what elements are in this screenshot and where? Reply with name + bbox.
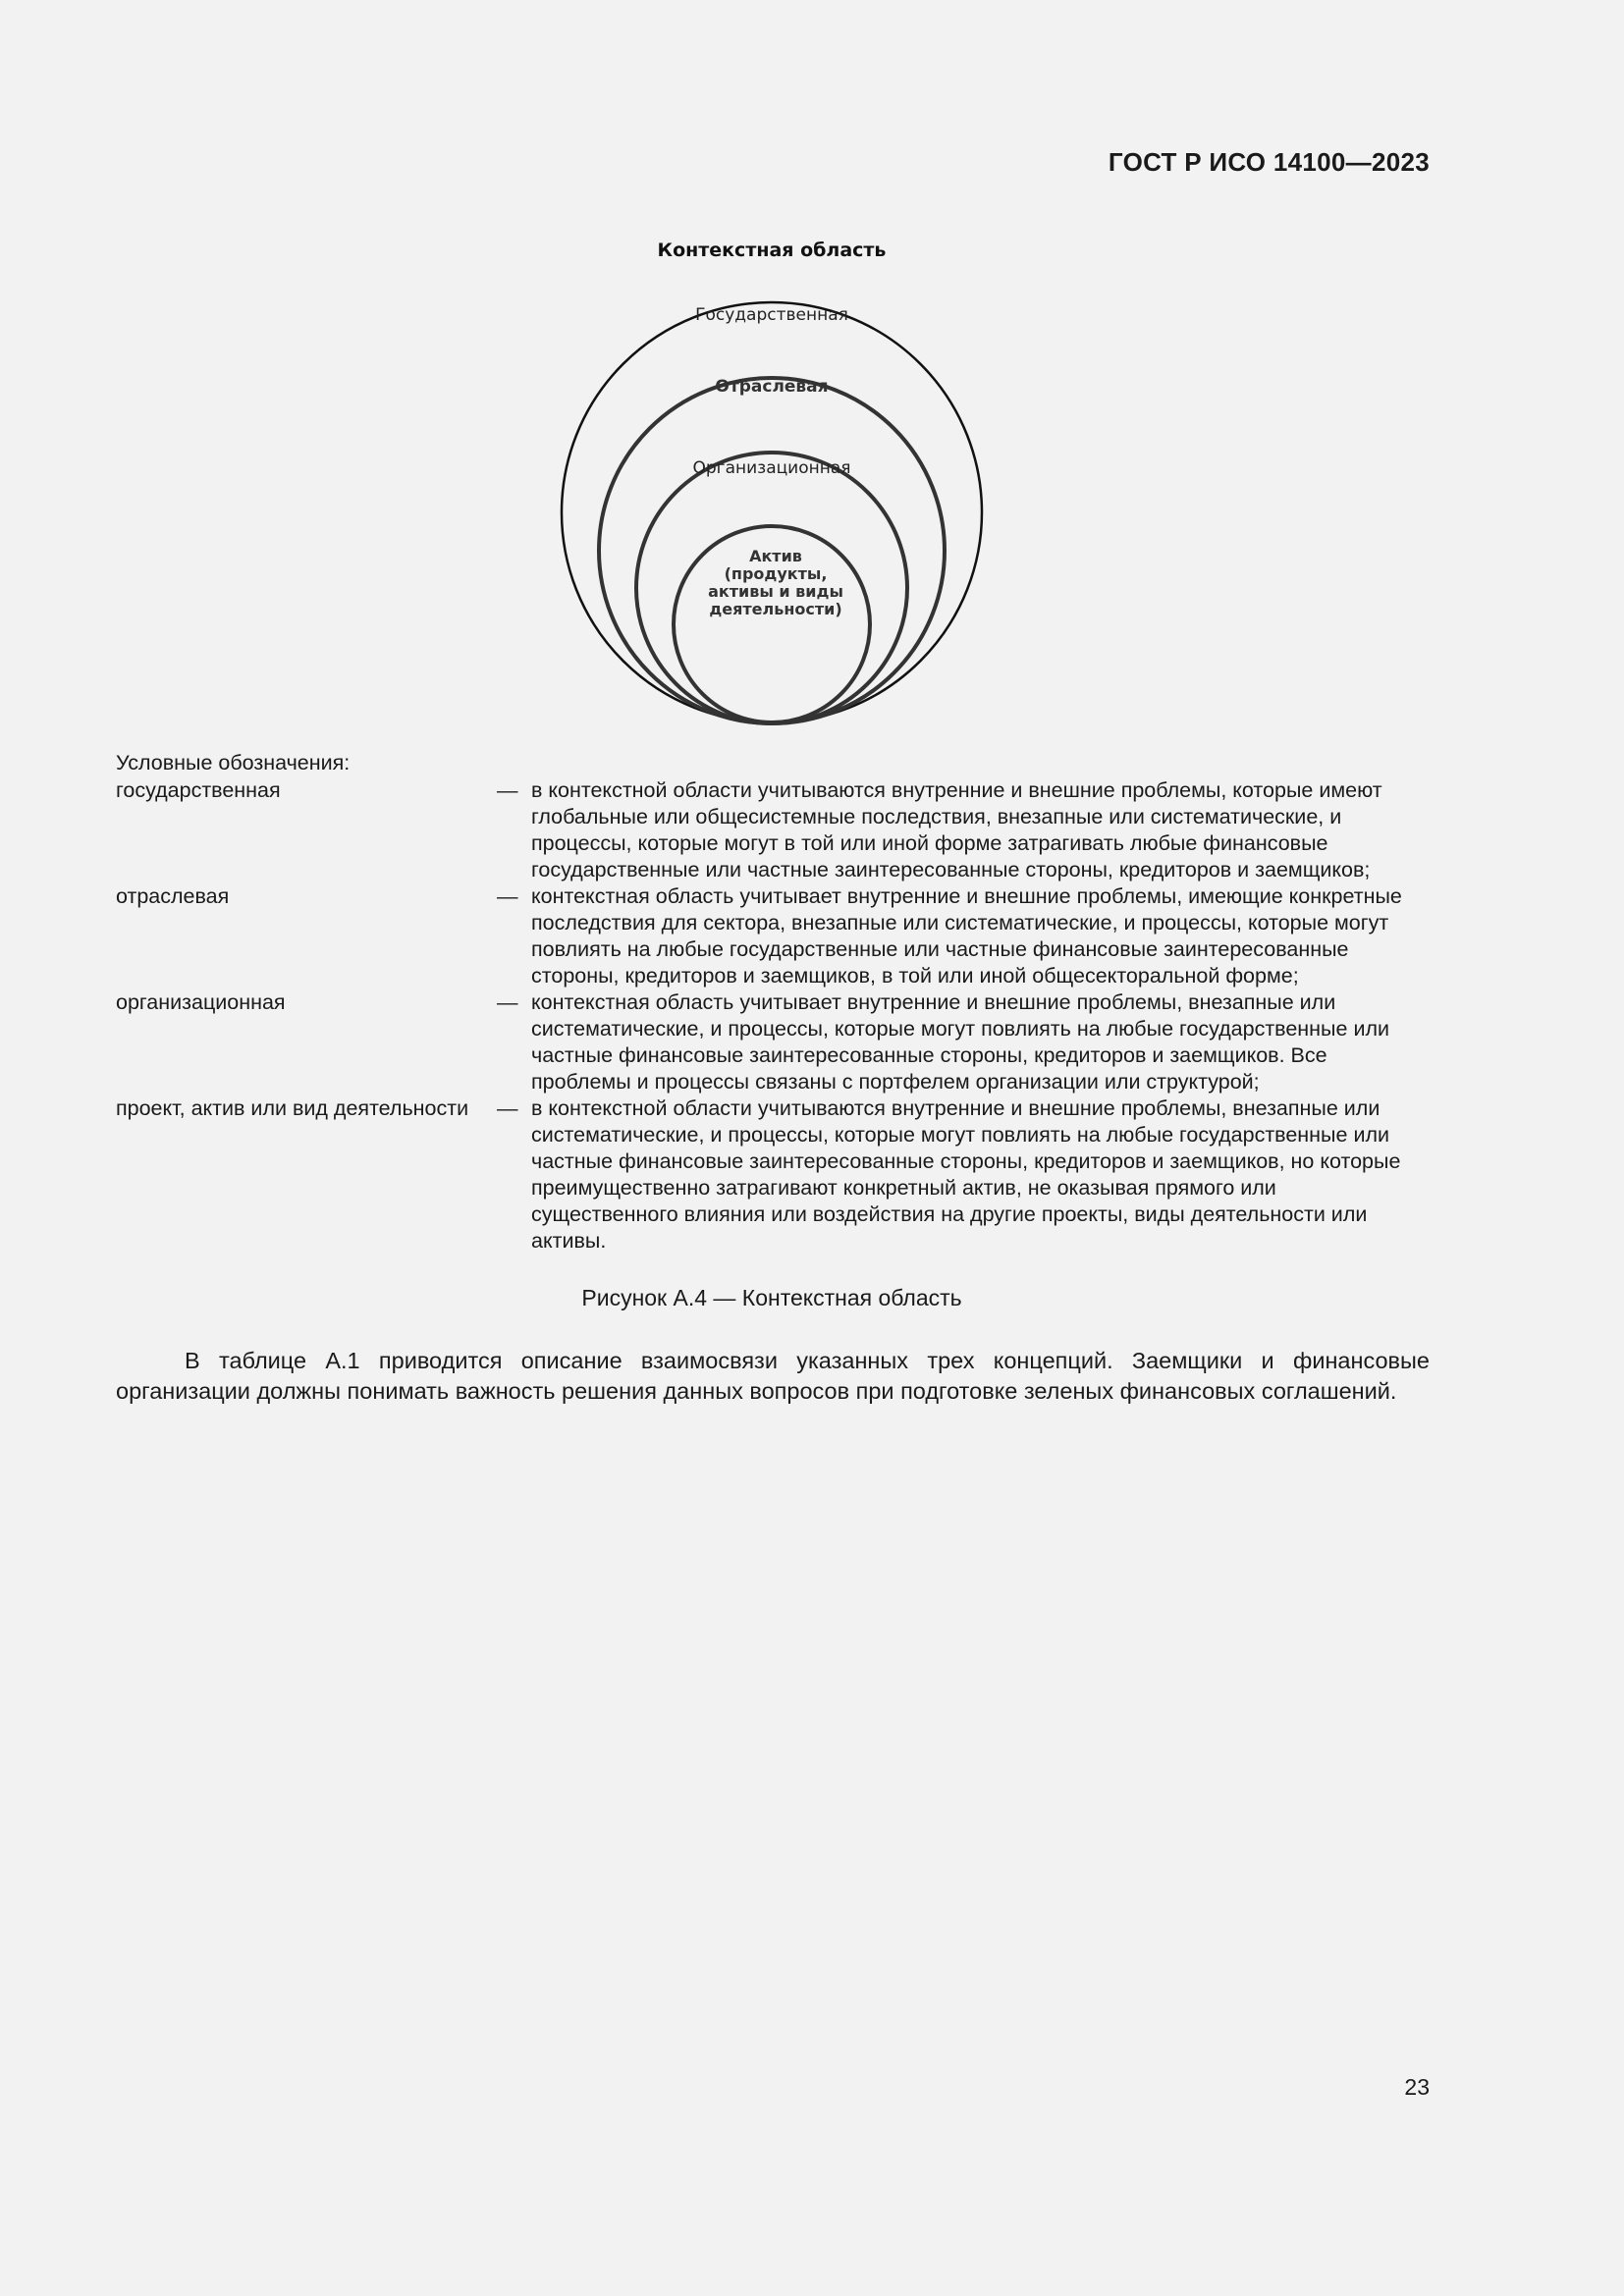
state-label: Государственная bbox=[695, 305, 848, 325]
asset-label-line-2: (продукты, bbox=[724, 564, 828, 583]
figure-caption: Рисунок А.4 — Контекстная область bbox=[581, 1285, 962, 1310]
asset-label-line-3: активы и виды bbox=[708, 582, 843, 601]
legend-term: проект, актив или вид деятельности bbox=[116, 1096, 469, 1120]
figure-title: Контекстная область bbox=[657, 240, 887, 261]
figure-legend bbox=[116, 750, 1432, 1255]
state-circle bbox=[562, 302, 982, 722]
legend-definition: в контекстной области учитываются внутренние и внешние проблемы, внезапные или систематические, и процессы, которые могут повлиять на любые государственные или частные финансовые заинтересованные стороны, кредиторов и заемщиков, но которые преимущественно затрагивают конкретный актив, не оказывая прямого или существенного влияния или воздействия на другие проекты, виды деятельности или активы. bbox=[531, 1096, 1401, 1253]
legend-term: организационная bbox=[116, 990, 286, 1014]
sector-label: Отраслевая bbox=[715, 377, 829, 397]
document-header: ГОСТ Р ИСО 14100—2023 bbox=[1108, 147, 1430, 177]
nested-circles-diagram bbox=[530, 228, 1041, 738]
asset-label-line-4: деятельности) bbox=[709, 600, 842, 618]
legend-dash: — bbox=[497, 884, 518, 908]
legend-definition: контекстная область учитывает внутренние и внешние проблемы, внезапные или систематические, и процессы, которые могут повлиять на любые государственные или частные финансовые заинтересованные стороны, кредиторов и заемщиков. Все проблемы и процессы связаны с портфелем организации или структурой; bbox=[531, 990, 1390, 1094]
context-area-figure bbox=[530, 228, 1041, 738]
organization-label: Организационная bbox=[692, 458, 851, 478]
body-paragraph: В таблице А.1 приводится описание взаимосвязи указанных трех концепций. Заемщики и финансовые организации должны понимать важность решения данных вопросов при подготовке зеленых финансовых соглашений. bbox=[116, 1348, 1430, 1404]
legend-dash: — bbox=[497, 778, 518, 802]
legend-definition: в контекстной области учитываются внутренние и внешние проблемы, которые имеют глобальные или общесистемные последствия, внезапные или систематические, и процессы, которые могут в той или иной форме затрагивать любые финансовые государственные или частные заинтересованные стороны, кредиторов и заемщиков; bbox=[531, 778, 1382, 881]
legend-item bbox=[116, 989, 1432, 1095]
page-number: 23 bbox=[1404, 2074, 1430, 2100]
legend-title: Условные обозначения: bbox=[116, 751, 351, 774]
legend-item bbox=[116, 777, 1432, 883]
legend-item bbox=[116, 1095, 1432, 1255]
legend-term: государственная bbox=[116, 778, 281, 802]
legend-term: отраслевая bbox=[116, 884, 230, 908]
asset-label-line-1: Актив bbox=[749, 547, 802, 565]
legend-dash: — bbox=[497, 1096, 518, 1120]
legend-dash: — bbox=[497, 990, 518, 1014]
legend-item bbox=[116, 883, 1432, 989]
legend-definition: контекстная область учитывает внутренние и внешние проблемы, имеющие конкретные последствия для сектора, внезапные или систематические, и процессы, которые могут повлиять на любые государственные или частные финансовые заинтересованные стороны, кредиторов и заемщиков, в той или иной общесекторальной форме; bbox=[531, 884, 1402, 988]
